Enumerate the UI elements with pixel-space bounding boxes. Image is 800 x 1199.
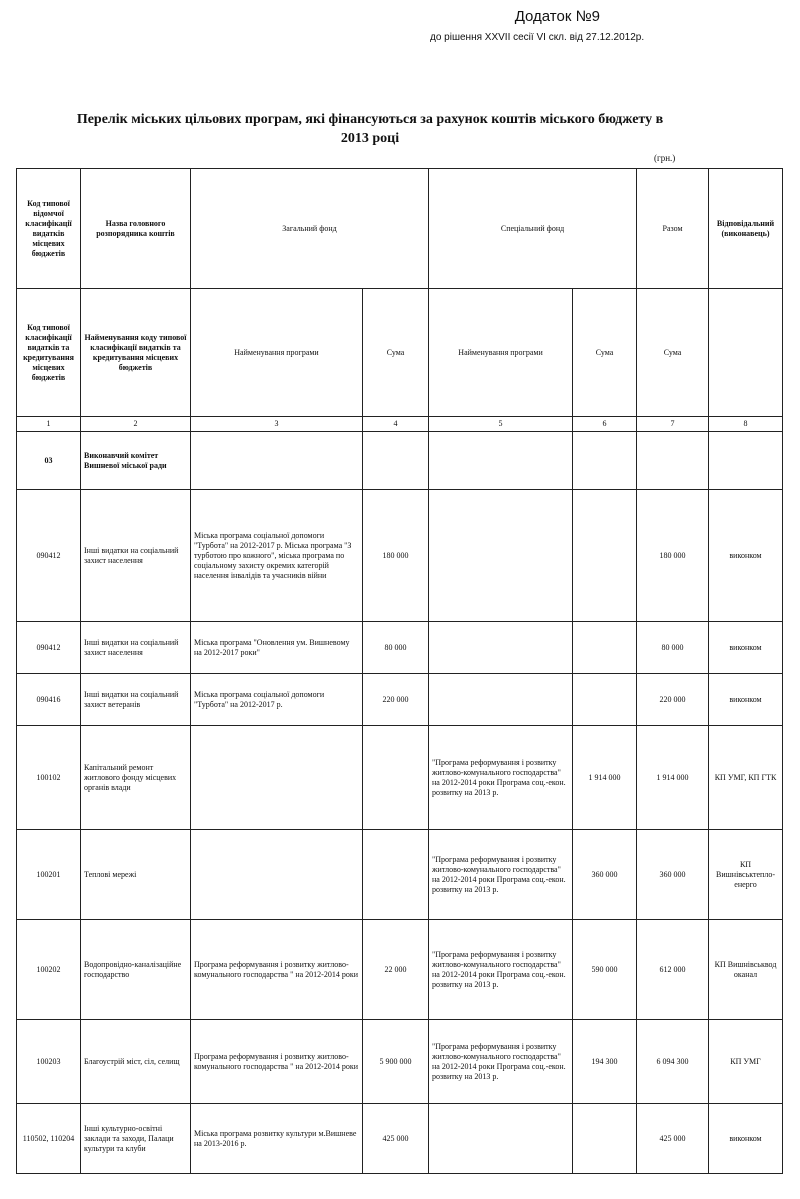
- row-class-name: Інші видатки на соціальний захист населення: [81, 622, 191, 674]
- title-line-1: Перелік міських цільових програм, які фінансуються за рахунок коштів міського бюджету в: [76, 112, 664, 127]
- table-row: [17, 1104, 783, 1174]
- column-number: 4: [363, 417, 429, 432]
- row-program-special: [429, 674, 573, 726]
- row-responsible: виконком: [709, 490, 783, 622]
- column-number: 2: [81, 417, 191, 432]
- header-responsible: Відповідальний (виконавець): [709, 169, 783, 289]
- header-row-2: [17, 289, 783, 417]
- row-code: 100201: [17, 830, 81, 920]
- row-responsible: КП Вишнівськтепло-енерго: [709, 830, 783, 920]
- row-class-name: Водопровідно-каналізаційне господарство: [81, 920, 191, 1020]
- header-program-name-special: Найменування програми: [429, 289, 573, 417]
- empty-cell: [429, 432, 573, 490]
- table-row: [17, 920, 783, 1020]
- header-row-1: [17, 169, 783, 289]
- empty-cell: [363, 432, 429, 490]
- column-number: 1: [17, 417, 81, 432]
- empty-cell: [637, 432, 709, 490]
- row-program: Міська програма соціальної допомоги "Турбота" на 2012-2017 р. Міська програма "З турботою про кожного", міська програма по соціальному захисту окремих категорій населення інвалідів та учасників війни: [191, 490, 363, 622]
- row-code: 090416: [17, 674, 81, 726]
- column-number: 5: [429, 417, 573, 432]
- table-row: [17, 726, 783, 830]
- header-manager: Назва головного розпорядника коштів: [81, 169, 191, 289]
- row-total: 425 000: [637, 1104, 709, 1174]
- column-number: 3: [191, 417, 363, 432]
- row-program: Міська програма "Оновлення ум. Вишневому на 2012-2017 роки": [191, 622, 363, 674]
- row-sum-special: [573, 674, 637, 726]
- row-sum-special: [573, 490, 637, 622]
- table-row: [17, 622, 783, 674]
- row-sum-general: 220 000: [363, 674, 429, 726]
- row-program: Міська програма розвитку культури м.Вишневе на 2013-2016 р.: [191, 1104, 363, 1174]
- row-program-special: [429, 490, 573, 622]
- row-responsible: КП Вишнівськвод оканал: [709, 920, 783, 1020]
- row-program-special: "Програма реформування і розвитку житлово-комунального господарства" на 2012-2014 роки Програма соц.-екон. розвитку на 2013 р.: [429, 726, 573, 830]
- header-sum: Сума: [363, 289, 429, 417]
- currency-unit: (грн.): [654, 153, 676, 163]
- department-row: [17, 432, 783, 490]
- header-sum-total: Сума: [637, 289, 709, 417]
- document-title: [20, 110, 720, 148]
- row-program-special: [429, 622, 573, 674]
- row-sum-general: 180 000: [363, 490, 429, 622]
- table-row: [17, 1020, 783, 1104]
- row-code: 100102: [17, 726, 81, 830]
- row-code: 090412: [17, 622, 81, 674]
- row-sum-special: [573, 1104, 637, 1174]
- row-sum-general: 22 000: [363, 920, 429, 1020]
- header-special-fund: Спеціальний фонд: [429, 169, 637, 289]
- row-total: 180 000: [637, 490, 709, 622]
- row-responsible: виконком: [709, 674, 783, 726]
- annex-number: Додаток №9: [514, 8, 600, 25]
- row-program-special: "Програма реформування і розвитку житлово-комунального господарства" на 2012-2014 роки Програма соц.-екон. розвитку на 2013 р.: [429, 920, 573, 1020]
- row-code: 110502, 110204: [17, 1104, 81, 1174]
- header-general-fund: Загальний фонд: [191, 169, 429, 289]
- header-empty-cell: [709, 289, 783, 417]
- row-program-special: "Програма реформування і розвитку житлово-комунального господарства" на 2012-2014 роки Програма соц.-екон. розвитку на 2013 р.: [429, 1020, 573, 1104]
- row-total: 220 000: [637, 674, 709, 726]
- row-responsible: КП УМГ: [709, 1020, 783, 1104]
- row-class-name: Інші культурно-освітні заклади та заходи, Палаци культури та клуби: [81, 1104, 191, 1174]
- row-total: 80 000: [637, 622, 709, 674]
- header-total: Разом: [637, 169, 709, 289]
- row-sum-general: [363, 726, 429, 830]
- department-code: 03: [17, 432, 81, 490]
- row-class-name: Благоустрій міст, сіл, селищ: [81, 1020, 191, 1104]
- row-sum-special: [573, 622, 637, 674]
- annex-decision-ref: до рішення XXVII сесії VI скл. від 27.12.2012р.: [430, 32, 645, 43]
- header-class-name: Найменування коду типової класифікації видатків та кредитування місцевих бюджетів: [81, 289, 191, 417]
- header-sum-special: Сума: [573, 289, 637, 417]
- row-program-special: "Програма реформування і розвитку житлово-комунального господарства" на 2012-2014 роки Програма соц.-екон. розвитку на 2013 р.: [429, 830, 573, 920]
- column-number: 7: [637, 417, 709, 432]
- header-dept-code: Код типової відомчої класифікації видатків місцевих бюджетів: [17, 169, 81, 289]
- row-total: 1 914 000: [637, 726, 709, 830]
- title-line-2: 2013 році: [340, 131, 400, 146]
- empty-cell: [573, 432, 637, 490]
- row-code: 100203: [17, 1020, 81, 1104]
- header-class-code: Код типової класифікації видатків та кредитування місцевих бюджетів: [17, 289, 81, 417]
- row-total: 360 000: [637, 830, 709, 920]
- row-sum-special: 360 000: [573, 830, 637, 920]
- row-program: Програма реформування і розвитку житлово-комунального господарства " на 2012-2014 роки: [191, 920, 363, 1020]
- table-row: [17, 674, 783, 726]
- column-numbers-row: [17, 417, 783, 432]
- header-program-name: Найменування програми: [191, 289, 363, 417]
- row-class-name: Інші видатки на соціальний захист населення: [81, 490, 191, 622]
- row-total: 6 094 300: [637, 1020, 709, 1104]
- row-program: Програма реформування і розвитку житлово-комунального господарства " на 2012-2014 роки: [191, 1020, 363, 1104]
- row-code: 100202: [17, 920, 81, 1020]
- row-responsible: КП УМГ, КП ГТК: [709, 726, 783, 830]
- department-name: Виконавчий комітет Вишневої міської ради: [81, 432, 191, 490]
- table-row: [17, 490, 783, 622]
- row-class-name: Капітальний ремонт житлового фонду місцевих органів влади: [81, 726, 191, 830]
- row-program: [191, 830, 363, 920]
- row-sum-special: 1 914 000: [573, 726, 637, 830]
- row-sum-special: 590 000: [573, 920, 637, 1020]
- row-program-special: [429, 1104, 573, 1174]
- row-total: 612 000: [637, 920, 709, 1020]
- row-program: [191, 726, 363, 830]
- row-class-name: Теплові мережі: [81, 830, 191, 920]
- row-sum-general: 5 900 000: [363, 1020, 429, 1104]
- row-sum-general: 425 000: [363, 1104, 429, 1174]
- programs-table: [16, 168, 783, 1174]
- row-sum-general: [363, 830, 429, 920]
- row-sum-general: 80 000: [363, 622, 429, 674]
- column-number: 6: [573, 417, 637, 432]
- row-program: Міська програма соціальної допомоги "Турбота" на 2012-2017 р.: [191, 674, 363, 726]
- row-code: 090412: [17, 490, 81, 622]
- empty-cell: [709, 432, 783, 490]
- column-number: 8: [709, 417, 783, 432]
- row-class-name: Інші видатки на соціальний захист ветеранів: [81, 674, 191, 726]
- row-responsible: виконком: [709, 1104, 783, 1174]
- empty-cell: [191, 432, 363, 490]
- row-responsible: виконком: [709, 622, 783, 674]
- table-row: [17, 830, 783, 920]
- row-sum-special: 194 300: [573, 1020, 637, 1104]
